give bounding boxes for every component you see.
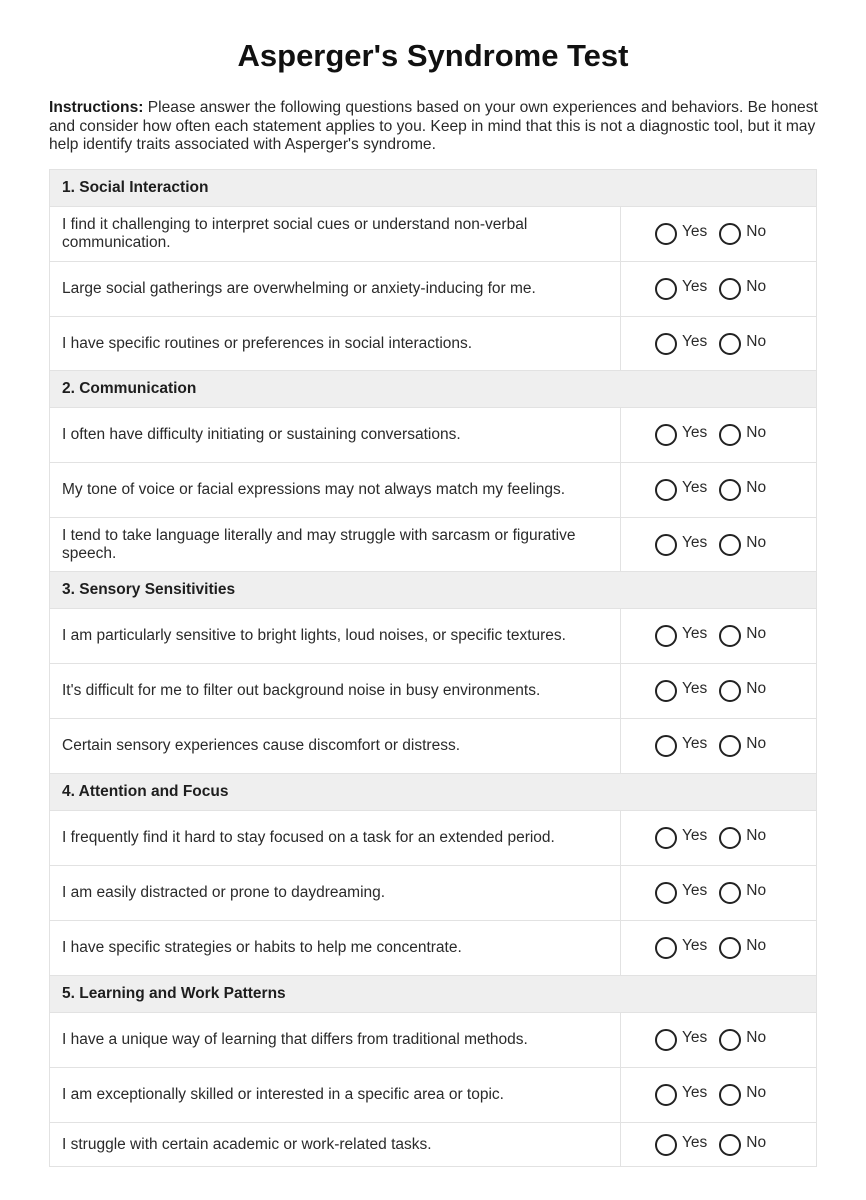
no-radio-button[interactable] [719,680,741,702]
answer-options [621,262,816,316]
yes-option-label: Yes [682,332,708,350]
question-row [50,719,816,774]
yes-radio-button[interactable] [655,1084,677,1106]
question-text: It's difficult for me to filter out background noise in busy environments. [50,664,621,718]
question-row [50,207,816,262]
section-header: 3. Sensory Sensitivities [50,572,816,609]
no-option[interactable] [719,735,766,757]
yes-radio-button[interactable] [655,479,677,501]
yes-option[interactable] [655,680,707,702]
instructions [49,99,819,155]
no-radio-button[interactable] [719,333,741,355]
no-option-label: No [746,1133,767,1151]
yes-radio-button[interactable] [655,278,677,300]
question-row [50,866,816,921]
no-radio-button[interactable] [719,882,741,904]
question-row [50,518,816,572]
yes-option[interactable] [655,534,707,556]
no-radio-button[interactable] [719,937,741,959]
yes-radio-button[interactable] [655,1134,677,1156]
section-header: 1. Social Interaction [50,170,816,207]
yes-radio-button[interactable] [655,735,677,757]
no-option[interactable] [719,479,766,501]
yes-radio-button[interactable] [655,424,677,446]
page-title: Asperger's Syndrome Test [237,38,629,73]
no-radio-button[interactable] [719,223,741,245]
answer-options [621,1013,816,1067]
no-option[interactable] [719,827,766,849]
question-row [50,921,816,976]
question-row [50,664,816,719]
section-header: 2. Communication [50,371,816,408]
yes-radio-button[interactable] [655,625,677,647]
no-option-label: No [746,937,767,954]
yes-option[interactable] [655,1134,707,1156]
question-text: I often have difficulty initiating or sustaining conversations. [50,408,621,462]
answer-options [621,811,816,865]
answer-options [621,866,816,920]
answer-options [621,317,816,370]
no-radio-button[interactable] [719,1029,741,1051]
no-option[interactable] [719,278,766,300]
yes-option[interactable] [655,333,707,355]
question-text: I am easily distracted or prone to daydreaming. [50,866,621,920]
question-row [50,1123,816,1166]
yes-option[interactable] [655,625,707,647]
question-text: Certain sensory experiences cause discomfort or distress. [50,719,621,773]
no-option[interactable] [719,424,766,446]
no-radio-button[interactable] [719,827,741,849]
yes-option[interactable] [655,223,707,245]
answer-options [621,518,816,571]
answer-options [621,664,816,718]
question-text: I find it challenging to interpret social cues or understand non-verbal communication. [50,207,621,261]
question-text: I am particularly sensitive to bright lights, loud noises, or specific textures. [50,609,621,663]
yes-option-label: Yes [682,937,708,954]
no-option[interactable] [719,1134,766,1156]
question-text: I tend to take language literally and may struggle with sarcasm or figurative speech. [50,518,621,571]
no-option-label: No [746,1029,767,1046]
yes-option-label: Yes [682,1133,708,1151]
section-header: 5. Learning and Work Patterns [50,976,816,1013]
no-radio-button[interactable] [719,278,741,300]
yes-radio-button[interactable] [655,333,677,355]
question-row [50,463,816,518]
instructions-text: Please answer the following questions based on your own experiences and behaviors. Be honest and consider how often each statement applies to you. Keep in mind that this is not a diagnostic tool, but it may help identify traits associated with Asperger's syndrome. [49,99,818,153]
question-row [50,609,816,664]
question-text: I frequently find it hard to stay focused on a task for an extended period. [50,811,621,865]
questionnaire-table [49,169,817,1167]
question-text: I have specific strategies or habits to help me concentrate. [50,921,621,975]
no-radio-button[interactable] [719,735,741,757]
no-option-label: No [746,332,767,350]
question-text: Large social gatherings are overwhelming or anxiety-inducing for me. [50,262,621,316]
answer-options [621,1123,816,1166]
no-option-label: No [746,827,767,844]
yes-option-label: Yes [682,1084,708,1101]
question-row [50,317,816,371]
no-option-label: No [746,479,767,496]
yes-option[interactable] [655,1029,707,1051]
no-option[interactable] [719,625,766,647]
yes-option[interactable] [655,424,707,446]
no-option-label: No [746,735,767,752]
no-radio-button[interactable] [719,424,741,446]
question-text: I struggle with certain academic or work-related tasks. [50,1123,621,1166]
question-text: I have specific routines or preferences in social interactions. [50,317,621,370]
no-option[interactable] [719,1029,766,1051]
yes-option-label: Yes [682,223,708,240]
yes-option-label: Yes [682,1029,708,1046]
yes-radio-button[interactable] [655,882,677,904]
no-option-label: No [746,223,767,240]
yes-option-label: Yes [682,479,708,496]
yes-radio-button[interactable] [655,827,677,849]
no-radio-button[interactable] [719,1134,741,1156]
no-radio-button[interactable] [719,534,741,556]
yes-radio-button[interactable] [655,937,677,959]
no-option-label: No [746,882,767,899]
no-radio-button[interactable] [719,479,741,501]
yes-option[interactable] [655,479,707,501]
yes-option[interactable] [655,278,707,300]
yes-radio-button[interactable] [655,223,677,245]
yes-option-label: Yes [682,735,708,752]
no-radio-button[interactable] [719,1084,741,1106]
instructions-label: Instructions: [49,99,144,116]
no-option[interactable] [719,333,766,355]
no-option-label: No [746,625,767,642]
question-row [50,811,816,866]
question-row [50,408,816,463]
yes-option-label: Yes [682,680,708,697]
no-option[interactable] [719,882,766,904]
yes-option-label: Yes [682,278,708,295]
yes-option-label: Yes [682,827,708,844]
question-text: My tone of voice or facial expressions may not always match my feelings. [50,463,621,517]
answer-options [621,609,816,663]
yes-option[interactable] [655,1084,707,1106]
no-option-label: No [746,533,767,551]
no-option[interactable] [719,937,766,959]
yes-option-label: Yes [682,424,708,441]
yes-radio-button[interactable] [655,1029,677,1051]
no-option[interactable] [719,680,766,702]
yes-option-label: Yes [682,533,708,551]
no-option-label: No [746,278,767,295]
question-row [50,1068,816,1123]
no-option-label: No [746,1084,767,1101]
yes-option[interactable] [655,735,707,757]
answer-options [621,408,816,462]
answer-options [621,463,816,517]
section-header: 4. Attention and Focus [50,774,816,811]
yes-radio-button[interactable] [655,680,677,702]
answer-options [621,921,816,975]
answer-options [621,719,816,773]
yes-option-label: Yes [682,882,708,899]
question-row [50,262,816,317]
yes-option[interactable] [655,937,707,959]
no-option[interactable] [719,223,766,245]
no-option-label: No [746,680,767,697]
no-option-label: No [746,424,767,441]
no-radio-button[interactable] [719,625,741,647]
no-option[interactable] [719,1084,766,1106]
yes-radio-button[interactable] [655,534,677,556]
no-option[interactable] [719,534,766,556]
yes-option[interactable] [655,827,707,849]
answer-options [621,207,816,261]
question-text: I am exceptionally skilled or interested in a specific area or topic. [50,1068,621,1122]
yes-option-label: Yes [682,625,708,642]
question-text: I have a unique way of learning that differs from traditional methods. [50,1013,621,1067]
answer-options [621,1068,816,1122]
yes-option[interactable] [655,882,707,904]
question-row [50,1013,816,1068]
